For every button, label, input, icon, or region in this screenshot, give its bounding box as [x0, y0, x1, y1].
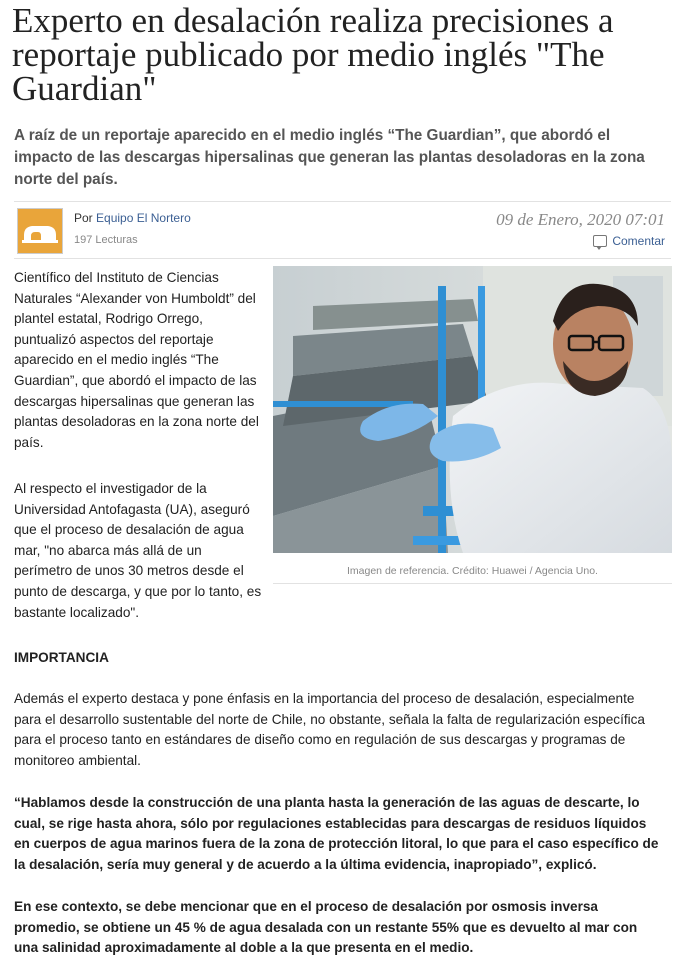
comment-link[interactable] — [593, 234, 665, 248]
author-logo-icon — [18, 209, 62, 253]
read-count: 197 Lecturas — [74, 234, 138, 246]
comment-icon — [593, 235, 607, 247]
author-box — [14, 201, 671, 259]
author-avatar[interactable] — [17, 208, 63, 254]
paragraph-3: Además el experto destaca y pone énfasis en la importancia del proceso de desalación, especialmente para el desarrollo sustentable del norte de Chile, no obstante, señala la falta de regularización específica para el proceso tanto en estándares de diseño como en regulación de sus descargas y programas de monitoreo ambiental. — [14, 691, 645, 768]
scientist-lab-photo-icon — [273, 266, 672, 553]
caption-divider — [273, 583, 672, 584]
photo-caption: Imagen de referencia. Crédito: Huawei / Agencia Uno. — [347, 565, 598, 577]
author-byline — [74, 211, 191, 225]
paragraph-4-quote: “Hablamos desde la construcción de una planta hasta la generación de las aguas de descarte, lo cual, se rige hasta ahora, sólo por regulaciones establecidas para descargas de residuos líquidos en cuerpos de agua marinos fuera de la zona de protección litoral, lo que para el caso específico de la desalación, sería muy general y de acuerdo a la última evidencia, inapropiado”, explicó. — [14, 795, 659, 872]
section-heading-importancia: IMPORTANCIA — [14, 650, 109, 665]
article-title: Experto en desalación realiza precisiones a reportaje publicado por medio inglés "The Guardian" — [12, 1, 614, 108]
publish-date: 09 de Enero, 2020 07:01 — [496, 210, 665, 229]
paragraph-1: Científico del Instituto de Ciencias Naturales “Alexander von Humboldt” del plantel estatal, Rodrigo Orrego, puntualizó aspectos del reportaje aparecido en el medio inglés “The Guardian”, que abordó el impacto de las descargas hipersalinas que generan las plantas desoladoras en la zona norte del país. — [14, 270, 259, 450]
paragraph-2: Al respecto el investigador de la Universidad Antofagasta (UA), aseguró que el proceso de desalación de agua mar, "no abarca más allá de un perímetro de unos 30 metros desde el punto de descarga, y que por lo tanto, es bastante localizado". — [14, 481, 262, 620]
paragraph-5: En ese contexto, se debe mencionar que en el proceso de desalación por osmosis inversa promedio, se obtiene un 45 % de agua desalada con un restante 55% que es devuelto al mar con una salinidad aproximadamente al doble a la que presenta en el medio. — [14, 899, 638, 956]
author-by-label: Por — [74, 211, 93, 225]
article-lead: A raíz de un reportaje aparecido en el medio inglés “The Guardian”, que abordó el impacto de las descargas hipersalinas que generan las plantas desoladoras en la zona norte del país. — [14, 127, 645, 188]
comment-label[interactable]: Comentar — [612, 234, 665, 248]
article-photo — [273, 266, 672, 553]
author-name-link[interactable]: Equipo El Nortero — [96, 211, 191, 225]
